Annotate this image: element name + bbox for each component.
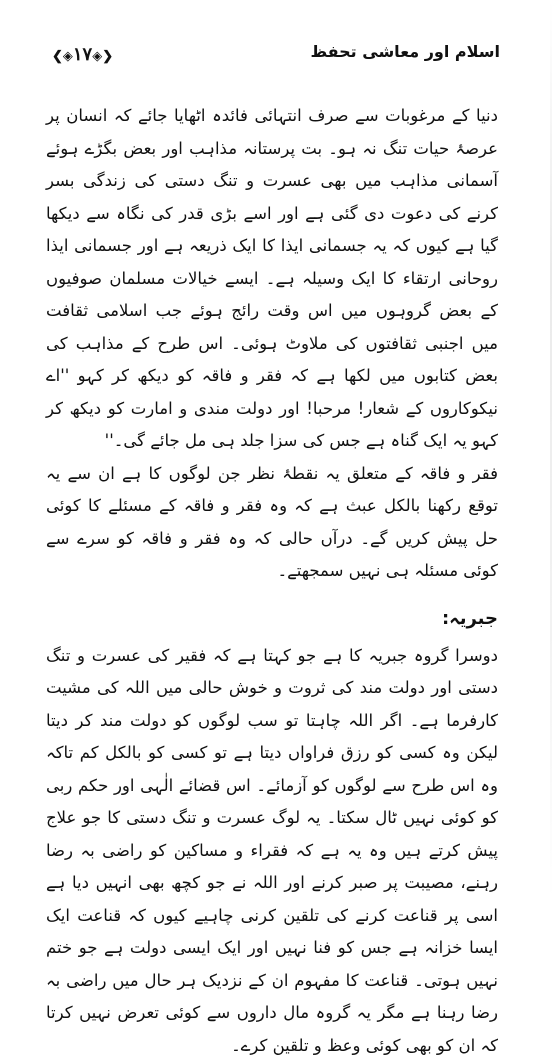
paragraph-1: دنیا کے مرغوبات سے صرف انتہائی فائدہ اٹھایا جائے کہ انسان پر عرصۂ حیات تنگ نہ ہو۔ بت پرستانہ مذاہب اور بعض بگڑے ہوئے آسمانی مذاہب میں بھی عسرت و تنگ دستی کی زندگی بسر کرنے کی دعوت دی گئی ہے اور اسے بڑی قدر کی نگاہ سے دیکھا گیا ہے کیوں کہ یہ جسمانی ایذا کا ایک ذریعہ ہے اور جسمانی ایذا روحانی ارتقاء کا ایک وسیلہ ہے۔ ایسے خیالات مسلمان صوفیوں کے بعض گروہوں میں اس وقت رائج ہوئے جب اسلامی ثقافت میں اجنبی ثقافتوں کی ملاوٹ ہوئی۔ اس طرح کے مذاہب کی بعض کتابوں میں لکھا ہے کہ فقر و فاقہ کو دیکھ کر کہو ''اے نیکوکاروں کے شعار! مرحبا! اور دولت مندی و امارت کو دیکھ کر کہو یہ ایک گناہ ہے جس کی سزا جلد ہی مل جائے گی۔'' bbox=[46, 100, 498, 458]
ornament-left-icon: ❮◈ bbox=[52, 49, 73, 64]
body-text bbox=[46, 100, 498, 880]
section-heading: جبریہ: bbox=[46, 602, 498, 636]
running-title: اسلام اور معاشی تحفظ bbox=[311, 42, 501, 61]
paragraph-2: فقر و فاقہ کے متعلق یہ نقطۂ نظر جن لوگوں کا ہے ان سے یہ توقع رکھنا بالکل عبث ہے کہ وہ فقر و فاقہ کے مسئلے کا کوئی حل پیش کریں گے۔ درآں حالی کہ وہ فقر و فاقہ کو سرے سے کوئی مسئلہ ہی نہیں سمجھتے۔ bbox=[46, 458, 498, 588]
page-number-text: ۱۷ bbox=[73, 44, 92, 65]
page-header bbox=[52, 42, 500, 72]
scan-edge bbox=[550, 0, 552, 900]
ornament-right-icon: ◈❯ bbox=[92, 49, 113, 64]
section-paragraph-1: دوسرا گروہ جبریہ کا ہے جو کہتا ہے کہ فقیر کی عسرت و تنگ دستی اور دولت مند کی ثروت و خوش حالی میں اللہ کی مشیت کارفرما ہے۔ اگر اللہ چاہتا تو سب لوگوں کو دولت مند کر دیتا لیکن وہ کسی کو رزق فراواں دیتا ہے تو کسی کو بالکل کم تاکہ وہ اس طرح سے لوگوں کو آزمائے۔ اس قضائے الٰہی اور حکم ربی کو کوئی نہیں ٹال سکتا۔ یہ لوگ عسرت و تنگ دستی کا جو علاج پیش کرتے ہیں وہ یہ ہے کہ فقراء و مساکین کو راضی بہ رضا رہنے، مصیبت پر صبر کرنے اور اللہ نے جو کچھ بھی انہیں دیا ہے اسی پر قناعت کرنے کی تلقین کرنی چاہیے کیوں کہ قناعت ایک ایسا خزانہ ہے جس کو فنا نہیں اور ایک ایسی دولت ہے جو ختم نہیں ہوتی۔ قناعت کا مفہوم ان کے نزدیک ہر حال میں راضی بہ رضا رہنا ہے مگر یہ گروہ مال داروں سے کوئی تعرض نہیں کرتا کہ ان کو بھی کوئی وعظ و تلقین کرے۔ bbox=[46, 640, 498, 1062]
page-number bbox=[52, 44, 113, 65]
